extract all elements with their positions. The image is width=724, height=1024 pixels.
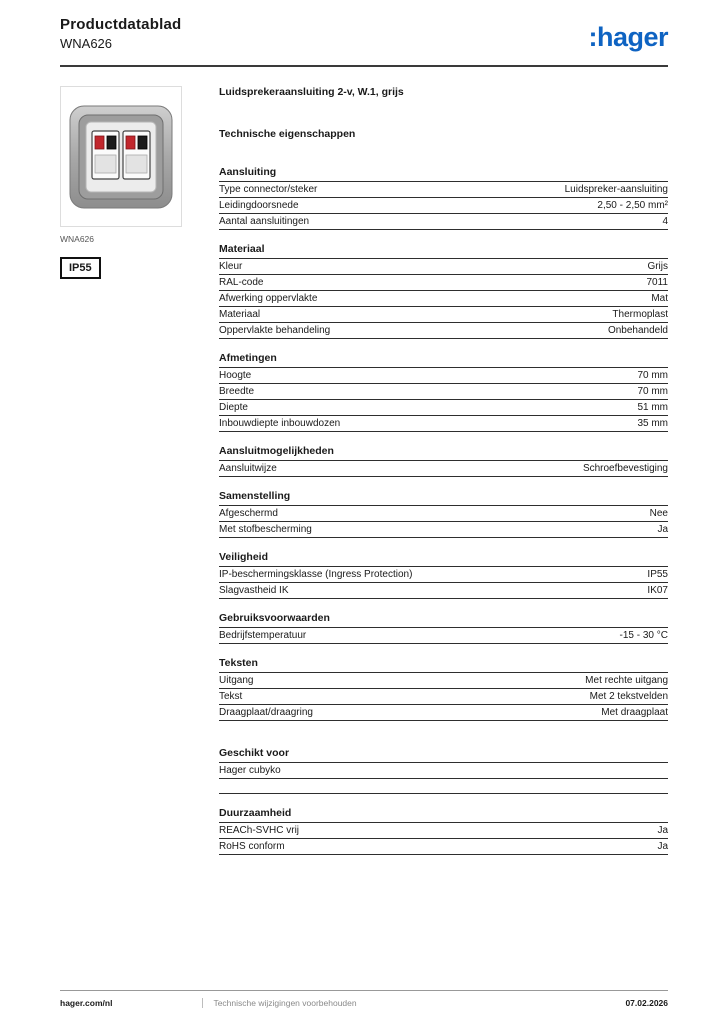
spec-label: IP-beschermingsklasse (Ingress Protection) <box>219 569 413 580</box>
spec-row <box>219 368 668 384</box>
spec-label: Hager cubyko <box>219 765 281 776</box>
spec-label: Type connector/steker <box>219 184 318 195</box>
spec-row <box>219 323 668 339</box>
spec-label: Afwerking oppervlakte <box>219 293 318 304</box>
product-image <box>60 86 182 227</box>
main-content <box>60 86 668 868</box>
spec-section <box>219 243 668 339</box>
spec-label: Tekst <box>219 691 243 702</box>
spec-row <box>219 259 668 275</box>
ip-rating-badge: IP55 <box>60 257 101 279</box>
specs-heading: Technische eigenschappen <box>219 128 356 140</box>
spec-row <box>219 400 668 416</box>
section-rows <box>219 461 668 477</box>
product-code: WNA626 <box>60 36 113 51</box>
section-rows <box>219 506 668 538</box>
specs-column <box>219 86 668 868</box>
spec-section <box>219 657 668 721</box>
spec-label: Kleur <box>219 261 243 272</box>
spec-row <box>219 628 668 644</box>
section-title: Aansluitmogelijkheden <box>219 445 668 461</box>
spec-label: Afgeschermd <box>219 508 278 519</box>
spec-row <box>219 673 668 689</box>
spec-label: REACh-SVHC vrij <box>219 825 300 836</box>
spec-row <box>219 291 668 307</box>
section-title: Gebruiksvoorwaarden <box>219 612 668 628</box>
spec-value: 7011 <box>646 277 668 288</box>
spec-value: Ja <box>657 825 668 836</box>
spec-label: Slagvastheid IK <box>219 585 289 596</box>
spec-value: IP55 <box>647 569 668 580</box>
spec-label: Met stofbescherming <box>219 524 312 535</box>
section-rows <box>219 368 668 432</box>
spec-value: Ja <box>657 524 668 535</box>
product-image-column <box>60 86 182 868</box>
spec-label: Oppervlakte behandeling <box>219 325 331 336</box>
spec-label: Bedrijfstemperatuur <box>219 630 307 641</box>
product-name: Luidsprekeraansluiting 2-v, W.1, grijs <box>219 86 404 98</box>
spec-row <box>219 506 668 522</box>
spec-section <box>219 747 668 794</box>
spec-section <box>219 352 668 432</box>
header-titles <box>60 16 181 51</box>
section-title: Teksten <box>219 657 668 673</box>
spec-row <box>219 522 668 538</box>
spec-label: RoHS conform <box>219 841 285 852</box>
spec-label: Hoogte <box>219 370 252 381</box>
spec-value: Grijs <box>647 261 668 272</box>
spec-label: Aansluitwijze <box>219 463 277 474</box>
spec-value: Schroefbevestiging <box>582 463 668 474</box>
spec-row <box>219 214 668 230</box>
document-title: Productdatablad <box>60 16 182 33</box>
spec-value: 2,50 - 2,50 mm² <box>597 200 668 211</box>
section-rows <box>219 259 668 339</box>
spec-label: Diepte <box>219 402 248 413</box>
spec-value: Thermoplast <box>612 309 668 320</box>
section-title: Samenstelling <box>219 490 668 506</box>
image-caption: WNA626 <box>60 234 95 244</box>
spec-value: Luidspreker-aansluiting <box>564 184 668 195</box>
spec-value: 35 mm <box>637 418 668 429</box>
spec-label: Draagplaat/draagring <box>219 707 313 718</box>
section-title: Veiligheid <box>219 551 668 567</box>
section-title: Materiaal <box>219 243 668 259</box>
spec-value: Nee <box>649 508 668 519</box>
spec-row <box>219 307 668 323</box>
spec-row <box>219 416 668 432</box>
spec-value: Ja <box>657 841 668 852</box>
spec-value: 70 mm <box>637 386 668 397</box>
spec-row <box>219 839 668 855</box>
spec-section <box>219 490 668 538</box>
spec-section <box>219 807 668 855</box>
spec-label: Uitgang <box>219 675 254 686</box>
spec-value: 70 mm <box>637 370 668 381</box>
spec-row <box>219 384 668 400</box>
section-rows <box>219 182 668 230</box>
spec-row <box>219 182 668 198</box>
footer-date: 07.02.2026 <box>625 998 668 1008</box>
spec-row <box>219 583 668 599</box>
section-title: Afmetingen <box>219 352 668 368</box>
spec-row <box>219 763 668 779</box>
speaker-outlet-illustration <box>67 101 175 213</box>
spec-row <box>219 567 668 583</box>
spec-section <box>219 612 668 644</box>
spec-sections <box>219 166 668 855</box>
section-title: Aansluiting <box>219 166 668 182</box>
spec-section <box>219 166 668 230</box>
spec-section <box>219 551 668 599</box>
spec-label: RAL-code <box>219 277 264 288</box>
spec-value: Onbehandeld <box>607 325 668 336</box>
page-header <box>60 16 668 67</box>
spec-label: Breedte <box>219 386 255 397</box>
spec-label: Leidingdoorsnede <box>219 200 299 211</box>
spec-section <box>219 445 668 477</box>
section-rows <box>219 567 668 599</box>
page-footer <box>60 990 668 1008</box>
spec-row <box>219 198 668 214</box>
spec-row <box>219 779 668 794</box>
section-rows <box>219 628 668 644</box>
spec-value: Mat <box>651 293 668 304</box>
spec-value: Met 2 tekstvelden <box>589 691 668 702</box>
spec-value: 51 mm <box>637 402 668 413</box>
spec-value: 4 <box>662 216 668 227</box>
spec-value: Met rechte uitgang <box>585 675 668 686</box>
spec-value: IK07 <box>647 585 668 596</box>
spec-row <box>219 275 668 291</box>
spec-value: -15 - 30 °C <box>619 630 668 641</box>
spec-label: Materiaal <box>219 309 261 320</box>
section-title: Duurzaamheid <box>219 807 668 823</box>
spec-row <box>219 461 668 477</box>
section-rows <box>219 823 668 855</box>
section-rows <box>219 763 668 794</box>
spec-row <box>219 689 668 705</box>
spec-label: Aantal aansluitingen <box>219 216 310 227</box>
spec-label: Inbouwdiepte inbouwdozen <box>219 418 341 429</box>
footer-disclaimer: Technische wijzigingen voorbehouden <box>202 998 356 1008</box>
section-title: Geschikt voor <box>219 747 668 763</box>
section-rows <box>219 673 668 721</box>
hager-logo: :hager <box>588 22 668 52</box>
spec-value: Met draagplaat <box>601 707 668 718</box>
spec-row <box>219 823 668 839</box>
spec-row <box>219 705 668 721</box>
footer-website: hager.com/nl <box>60 998 113 1008</box>
